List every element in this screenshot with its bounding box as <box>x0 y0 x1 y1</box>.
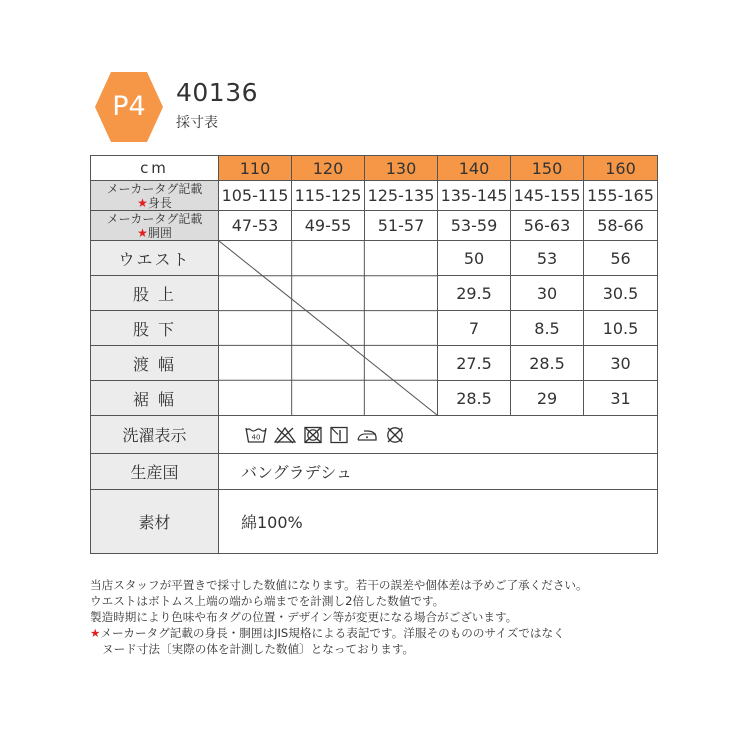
not-applicable-cell <box>219 241 438 416</box>
care-row <box>91 416 658 454</box>
table-cell: 28.5 <box>438 381 511 416</box>
thigh-width-label: 渡 幅 <box>91 346 219 381</box>
rise-label: 股 上 <box>91 276 219 311</box>
table-cell: 29.5 <box>438 276 511 311</box>
size-header: 130 <box>365 156 438 181</box>
diagonal-strike <box>219 241 437 415</box>
note-line: ヌード寸法〔実際の体を計測した数値〕となっております。 <box>102 642 415 656</box>
origin-row <box>91 454 658 490</box>
page-badge <box>94 70 164 144</box>
size-header: 150 <box>511 156 584 181</box>
table-cell: 155-165 <box>584 181 658 211</box>
size-header: 140 <box>438 156 511 181</box>
material-row <box>91 490 658 554</box>
table-cell: 145-155 <box>511 181 584 211</box>
table-cell: 8.5 <box>511 311 584 346</box>
line-dry-shade-icon <box>329 426 349 444</box>
table-cell: 53-59 <box>438 211 511 241</box>
table-cell: 28.5 <box>511 346 584 381</box>
note-line: ウエストはボトムス上端の端から端までを計測し2倍した数値です。 <box>90 594 445 608</box>
table-cell: 50 <box>438 241 511 276</box>
no-tumble-dry-icon <box>303 426 323 444</box>
star-mark: ★ <box>90 626 101 640</box>
unit-cell: cm <box>91 156 219 181</box>
care-label: 洗濯表示 <box>91 416 219 454</box>
size-chart-table <box>90 155 658 554</box>
table-cell: 53 <box>511 241 584 276</box>
size-header: 120 <box>292 156 365 181</box>
table-cell: 10.5 <box>584 311 658 346</box>
table-cell: 27.5 <box>438 346 511 381</box>
note-line: 当店スタッフが平置きで採寸した数値になります。若干の誤差や個体差は予めご了承ください。 <box>90 578 588 592</box>
product-header <box>94 70 294 145</box>
page-subtitle: 採寸表 <box>176 115 218 131</box>
table-cell: 105-115 <box>219 181 292 211</box>
table-cell: 31 <box>584 381 658 416</box>
maker-waist-row <box>91 211 658 241</box>
maker-height-label: メーカータグ記載 ★身長 <box>91 181 219 211</box>
wash-40-icon <box>245 426 267 444</box>
table-cell: 135-145 <box>438 181 511 211</box>
care-icons <box>243 426 657 444</box>
table-cell: 115-125 <box>292 181 365 211</box>
table-cell: 30.5 <box>584 276 658 311</box>
maker-waist-label: メーカータグ記載 ★胴囲 <box>91 211 219 241</box>
notes <box>90 577 588 657</box>
page-badge-label: P4 <box>112 91 146 122</box>
table-cell: 47-53 <box>219 211 292 241</box>
table-cell: 56 <box>584 241 658 276</box>
note-line: 製造時期により色味や布タグの位置・デザイン等が変更になる場合がございます。 <box>90 610 518 624</box>
hem-width-label: 裾 幅 <box>91 381 219 416</box>
size-header-row <box>91 156 658 181</box>
no-bleach-icon <box>273 426 297 444</box>
table-cell: 49-55 <box>292 211 365 241</box>
svg-text:40: 40 <box>251 433 261 441</box>
origin-value: バングラデシュ <box>219 454 658 490</box>
note-line: ★メーカータグ記載の身長・胴囲はJIS規格による表記です。洋服そのもののサイズではなく <box>90 626 565 640</box>
table-cell: 30 <box>584 346 658 381</box>
table-cell: 51-57 <box>365 211 438 241</box>
inseam-label: 股 下 <box>91 311 219 346</box>
no-dry-clean-icon <box>385 426 405 444</box>
material-label: 素材 <box>91 490 219 554</box>
table-cell: 30 <box>511 276 584 311</box>
material-value: 綿100% <box>219 490 658 554</box>
care-icons-cell <box>219 416 658 454</box>
table-cell: 56-63 <box>511 211 584 241</box>
iron-low-icon <box>355 426 379 444</box>
product-number: 40136 <box>176 78 259 107</box>
waist-row <box>91 241 658 276</box>
table-cell: 29 <box>511 381 584 416</box>
table-cell: 7 <box>438 311 511 346</box>
table-cell: 125-135 <box>365 181 438 211</box>
table-cell: 58-66 <box>584 211 658 241</box>
maker-height-row <box>91 181 658 211</box>
waist-label: ウエスト <box>91 241 219 276</box>
size-header: 110 <box>219 156 292 181</box>
origin-label: 生産国 <box>91 454 219 490</box>
size-header: 160 <box>584 156 658 181</box>
